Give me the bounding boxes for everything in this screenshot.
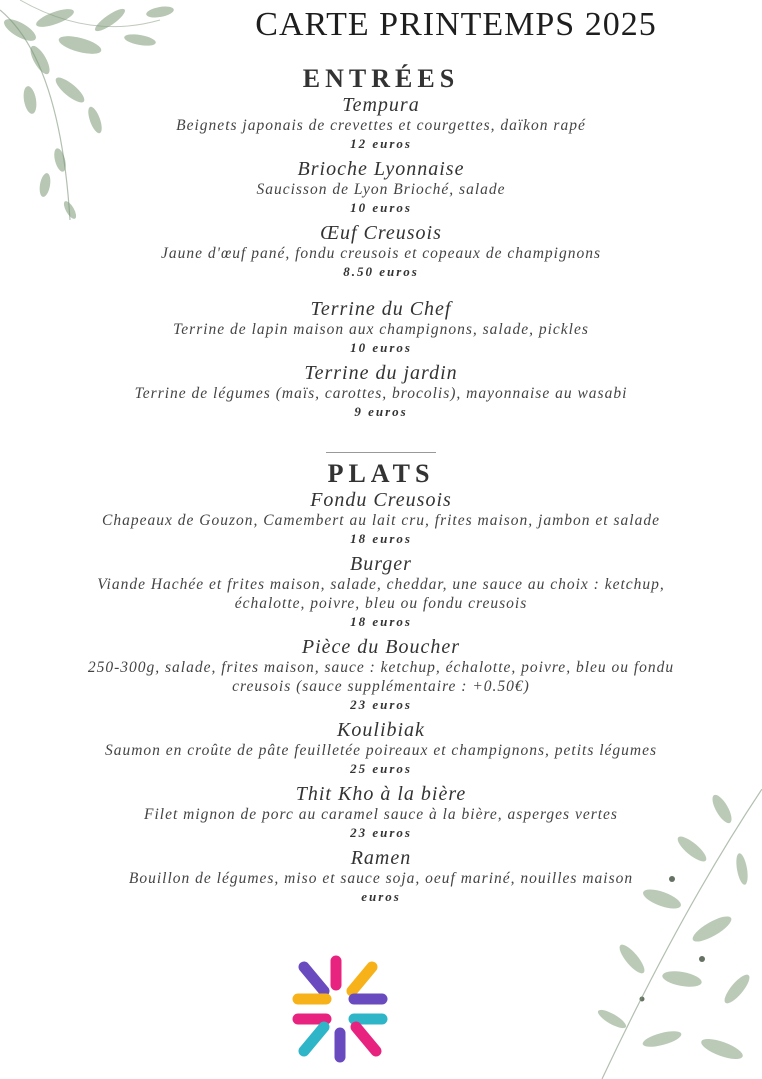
item-description: 250-300g, salade, frites maison, sauce : ketchup, échalotte, poivre, bleu ou fondu creusois (sauce supplémentaire : +0.50€): [87, 659, 675, 695]
item-description: Chapeaux de Gouzon, Camembert au lait cru, frites maison, jambon et salade: [102, 512, 660, 529]
menu-item: [0, 636, 762, 713]
item-name: Thit Kho à la bière: [295, 783, 467, 805]
item-description: Filet mignon de porc au caramel sauce à la bière, asperges vertes: [144, 806, 618, 823]
item-price: 10 euros: [350, 340, 412, 355]
item-name: Ramen: [350, 847, 412, 869]
item-price: 18 euros: [350, 614, 412, 629]
menu-item: [0, 489, 762, 547]
item-name: Terrine du jardin: [304, 362, 458, 384]
item-price: 25 euros: [350, 761, 412, 776]
menu-item: [0, 298, 762, 356]
item-description: Terrine de légumes (maïs, carottes, brocolis), mayonnaise au wasabi: [134, 385, 628, 402]
item-name: Brioche Lyonnaise: [297, 158, 465, 180]
section-divider: [326, 452, 436, 453]
item-name: Koulibiak: [337, 719, 425, 741]
menu-item: [0, 222, 762, 280]
item-name: Fondu Creusois: [310, 489, 452, 511]
menu-item: [0, 783, 762, 841]
item-name: Burger: [350, 553, 412, 575]
item-price: 23 euros: [350, 697, 412, 712]
item-name: Pièce du Boucher: [301, 636, 461, 658]
item-price: 9 euros: [354, 404, 408, 419]
item-price: 18 euros: [350, 531, 412, 546]
item-description: Saucisson de Lyon Brioché, salade: [256, 181, 506, 198]
item-name: Tempura: [342, 94, 420, 116]
item-description: Bouillon de légumes, miso et sauce soja, oeuf mariné, nouilles maison: [128, 870, 634, 887]
entrees-section: [0, 64, 762, 426]
menu-item: [0, 553, 762, 630]
item-name: Œuf Creusois: [320, 222, 442, 244]
item-price: 23 euros: [350, 825, 412, 840]
entrees-heading: ENTRÉES: [302, 64, 460, 93]
menu-item: [0, 362, 762, 420]
item-description: Saumon en croûte de pâte feuilletée poireaux et champignons, petits légumes: [104, 742, 658, 759]
item-description: Jaune d'œuf pané, fondu creusois et copeaux de champignons: [161, 245, 601, 262]
menu-item: [0, 847, 762, 905]
item-price: 10 euros: [350, 200, 412, 215]
item-price: 8.50 euros: [343, 264, 419, 279]
item-description: Beignets japonais de crevettes et courgettes, daïkon rapé: [176, 117, 586, 134]
plats-heading: PLATS: [327, 459, 435, 488]
brand-logo-icon: [290, 955, 390, 1063]
plats-section: [0, 452, 762, 911]
item-description: Viande Hachée et frites maison, salade, cheddar, une sauce au choix : ketchup, échalotte, poivre, bleu ou fondu creusois: [97, 576, 665, 612]
menu-item: [0, 94, 762, 152]
item-description: Terrine de lapin maison aux champignons, salade, pickles: [173, 321, 589, 338]
item-name: Terrine du Chef: [310, 298, 452, 320]
menu-item: [0, 719, 762, 777]
item-price: 12 euros: [350, 136, 412, 151]
menu-item: [0, 158, 762, 216]
item-price: euros: [361, 889, 401, 904]
menu-title: CARTE PRINTEMPS 2025: [255, 6, 657, 43]
